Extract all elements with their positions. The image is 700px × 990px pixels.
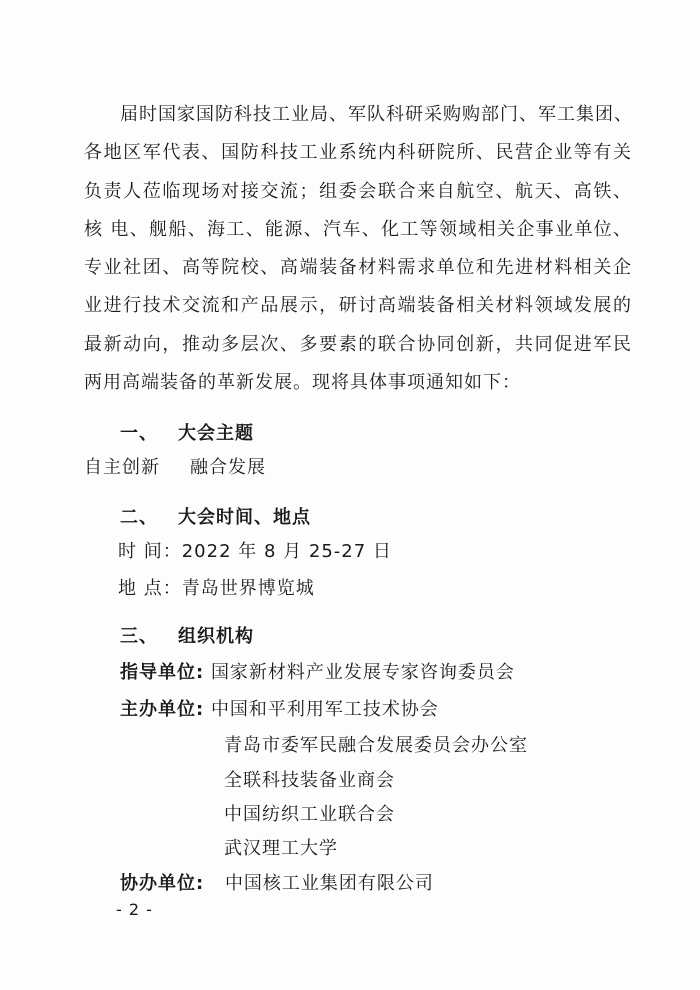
section3-heading	[120, 625, 254, 649]
intro-line: 各地区军代表、国防科技工业系统内科研院所、民营企业等有关	[84, 142, 632, 164]
guide-label: 指导单位:	[120, 662, 205, 683]
time-label: 时 间：	[118, 541, 182, 562]
section1-title: 大会主题	[178, 423, 254, 444]
host-item: 中国和平利用军工技术协会	[210, 699, 439, 720]
section2-heading	[120, 506, 311, 530]
intro-paragraph	[84, 96, 632, 402]
time-value: 2022 年 8 月 25-27 日	[181, 541, 392, 562]
intro-line: 两用高端装备的革新发展。现将具体事项通知如下：	[84, 372, 521, 394]
guide-row	[120, 661, 515, 685]
co-label: 协办单位:	[120, 873, 205, 894]
co-row	[120, 872, 434, 896]
place-label: 地 点：	[118, 578, 182, 599]
co-value: 中国核工业集团有限公司	[224, 873, 434, 894]
section1-theme	[84, 456, 266, 480]
section1-heading	[120, 422, 254, 446]
place-value: 青岛世界博览城	[181, 578, 315, 599]
section3-title: 组织机构	[178, 626, 254, 647]
page-number: - 2 -	[116, 900, 153, 919]
host-item: 中国纺织工业联合会	[224, 804, 395, 825]
host-item: 全联科技装备业商会	[224, 770, 395, 791]
section2-title: 大会时间、地点	[178, 507, 311, 528]
host-item: 青岛市委军民融合发展委员会办公室	[224, 735, 528, 756]
intro-line: 业进行技术交流和产品展示，研讨高端装备相关材料领域发展的	[84, 295, 632, 317]
host-row	[120, 698, 439, 722]
host-item: 武汉理工大学	[224, 838, 338, 859]
section1-number: 一、	[120, 423, 158, 444]
intro-line: 届时国家国防科技工业局、军队科研采购购部门、军工集团、	[120, 104, 633, 125]
theme-b: 融合发展	[190, 457, 266, 478]
section3-number: 三、	[120, 626, 158, 647]
intro-line: 负责人莅临现场对接交流；组委会联合来自航空、航天、高铁、	[84, 180, 632, 202]
theme-a: 自主创新	[84, 457, 160, 478]
time-row	[118, 540, 392, 564]
place-row	[118, 577, 315, 601]
guide-value: 国家新材料产业发展专家咨询委员会	[210, 662, 515, 683]
intro-line: 核 电、舰船、海工、能源、汽车、化工等领域相关企事业单位、	[84, 218, 632, 240]
section2-number: 二、	[120, 507, 158, 528]
host-label: 主办单位:	[120, 699, 205, 720]
intro-line: 专业社团、高等院校、高端装备材料需求单位和先进材料相关企	[84, 257, 632, 279]
intro-line: 最新动向，推动多层次、多要素的联合协同创新，共同促进军民	[84, 333, 632, 355]
